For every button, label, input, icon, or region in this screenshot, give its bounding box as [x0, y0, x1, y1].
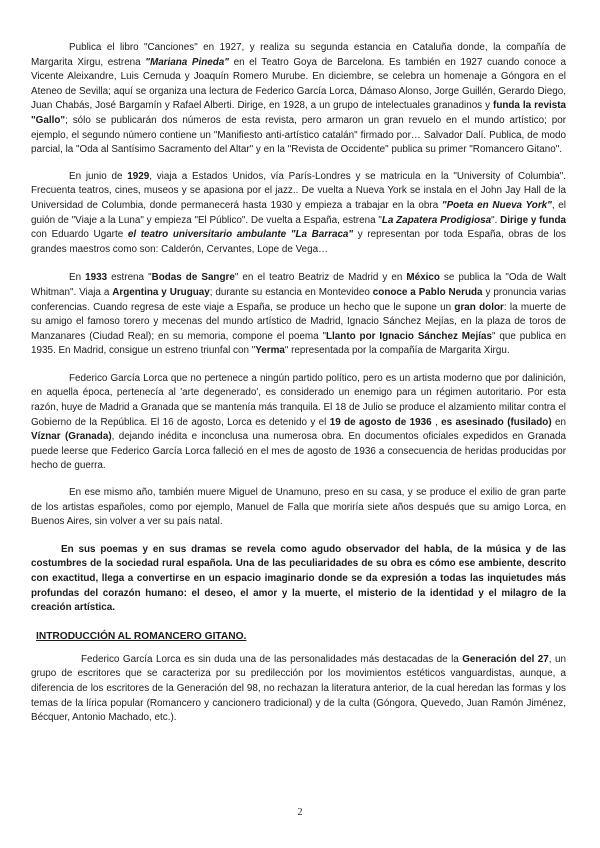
text-run: con Eduardo Ugarte [31, 229, 128, 241]
text-run: En junio de [69, 170, 128, 182]
emphasis-italic: el teatro universitario ambulante "La Barraca" [127, 229, 354, 241]
text-run: se publica la "Oda de Walt Whitman". Viaja a [31, 272, 566, 298]
work-title: La Zapatera Prodigiosa [381, 214, 492, 226]
text-run: ". [491, 214, 501, 226]
emphasis: México [406, 272, 440, 284]
emphasis: Argentina y Uruguay [112, 286, 210, 298]
emphasis: conoce a Pablo Neruda [372, 286, 483, 298]
text-run: ; durante su estancia en Montevideo [209, 286, 373, 298]
work-title: "Mariana Pineda" [145, 56, 229, 68]
work-title: Llanto por Ignacio Sánchez Mejías [326, 330, 492, 342]
paragraph-nueva-york [31, 170, 566, 258]
emphasis-year: 1929 [127, 170, 150, 182]
paragraph-canciones [31, 41, 566, 158]
bold-summary: En sus poemas y en sus dramas se revela como agudo observador del habla, de la música y de las costumbres de la sociedad rural española. Una de las peculiaridades de su obra es cómo ese ambiente, descrito con exactitud, llega a convertirse en un espacio imaginario donde se da expresión a todas las inquietudes más profundas del corazón humano: el deseo, el amor y la muerte, el misterio de la identidad y el milagro de la creación artística. [31, 543, 566, 614]
text-run: En [69, 272, 86, 284]
text-run: Federico García Lorca que no pertenece a ningún partido político, pero es un artista moderno que por dalinición, en aquella época, pertenecía al 'arte degenerado', es considerado un enemigo para un régimen autoritario. Por esta razón, huye de Madrid a Granada que se mantenía más tranquila. El 18 de Julio se produce el alzamiento militar contra el Gobierno de la República. El 16 de agosto, Lorca es detenido y el [31, 372, 566, 428]
text-run: Publica el libro "Canciones" en 1927, y realiza su segunda estancia en Cataluña donde, la compañía de Margarita Xirgu, estrena [31, 42, 566, 68]
work-title: Yerma [255, 345, 285, 357]
text-run: en [551, 416, 566, 428]
text-run: " que publica en 1935. En Madrid, consigue un estreno triunfal con " [31, 330, 566, 357]
text-run: " en el teatro Beatriz de Madrid y en [234, 272, 407, 284]
text-run: ; sólo se publicarán dos números de esta revista, pero armaron un gran revuelo en el mundo artístico; por ejemplo, el segundo número contiene un "Manifiesto anti-artístico catalán" firmado por… Salvador Dalí. Publica, de modo parcial, la "Oda al Santísimo Sacramento del Altar" y en la "Revista de Occidente" publica su primer "Romancero Gitano". [31, 114, 566, 156]
work-title: "Poeta en Nueva York" [441, 199, 552, 211]
text-run: , dejando inédita e inconclusa una numerosa obra. En documentos oficiales expedidos en Granada puede leerse que Federico García Lorca falleció en el mes de agosto de 1936 a consecuencia de heridas producidas por hecho de guerra. [31, 431, 566, 472]
text-run: estrena " [107, 272, 152, 284]
text-run: y pronuncia varias conferencias. Cuando regresa de este viaje a España, se produce un hecho que le supone un [31, 286, 566, 313]
text-run: Federico García Lorca es sin duda una de las personalidades más destacadas de la [81, 653, 463, 665]
text-run: , un grupo de escritores que se caracteriza por su predilección por los movimientos estéticos vanguardistas, aunque, a diferencia de los escritores de la Generación del 98, no rechazan la literatura anterior, de la cual heredan las formas y los temas de la lírica popular (Romancero y cancionero tradicional) y de la culta (Góngora, Quevedo, Juan Ramón Jiménez, Bécquer, Antonio Machado, etc.). [31, 653, 566, 724]
emphasis: Generación del 27 [462, 653, 549, 665]
emphasis-year: 1933 [85, 272, 108, 284]
paragraph-muerte [31, 372, 566, 474]
page-number: 2 [297, 807, 303, 818]
emphasis: gran dolor [454, 301, 504, 313]
text-run: , [431, 416, 442, 428]
text-run: " representada por la compañía de Margarita Xirgu. [284, 345, 510, 357]
paragraph-bodas-de-sangre [31, 271, 566, 359]
section-heading: INTRODUCCIÓN AL ROMANCERO GITANO. [36, 630, 247, 642]
emphasis: Dirige y funda [500, 214, 566, 226]
paragraph-generacion-27 [31, 653, 566, 726]
emphasis: es asesinado (fusilado) [441, 416, 552, 428]
text-run: y representan por toda España, obras de los grandes maestros como son: Calderón, Cervantes, Lope de Vega… [31, 229, 566, 255]
text-run: , viaja a Estados Unidos, vía París-Londres y se matricula en la "University of Columbia". Frecuenta teatros, cines, museos y se apasiona por el jazz.. De vuelta a Nueva York se instala en el John Jay Hall de la Universidad de Columbia, donde permanecerá hasta 1930 y empieza a trabajar en la obra [31, 170, 566, 211]
work-title: Bodas de Sangre [151, 272, 235, 284]
text-run: : la muerte de su amigo el famoso torero y mecenas del mundo artístico de Madrid, Ignacio Sánchez Mejías, en la plaza de toros de Manzanares (Ciudad Real); en su memoria, compone el poema " [31, 301, 566, 342]
paragraph-exilio: En ese mismo año, también muere Miguel de Unamuno, preso en su casa, y se produce el exilio de gran parte de los artistas españoles, como por ejemplo, Manuel de Falla que moriría siete años después que su amigo Lorca, en Buenos Aires, sin volver a ver su país natal. [31, 487, 566, 528]
text-run: , el guión de "Viaje a la Luna" y empieza "El Público". De vuelta a España, estrena " [31, 199, 566, 226]
emphasis-date: 19 de agosto de 1936 [329, 416, 432, 428]
emphasis: funda la revista "Gallo" [31, 100, 566, 126]
text-run: en el Teatro Goya de Barcelona. Es también en 1927 cuando conoce a Vicente Aleixandre, Luis Cernuda y Joaquín Romero Murube. En diciembre, se celebra un homenaje a Góngora en el Ateneo de Sevilla; aquí se organiza una lectura de Federico García Lorca, Dámaso Alonso, Jorge Guillén, Gerardo Diego, Juan Chabás, José Bargamín y Rafael Alberti. Dirige, en 1928, a un grupo de intelectuales granadinos y [31, 56, 566, 112]
paragraph-obra-summary [31, 543, 566, 616]
emphasis-place: Víznar (Granada) [31, 431, 112, 443]
